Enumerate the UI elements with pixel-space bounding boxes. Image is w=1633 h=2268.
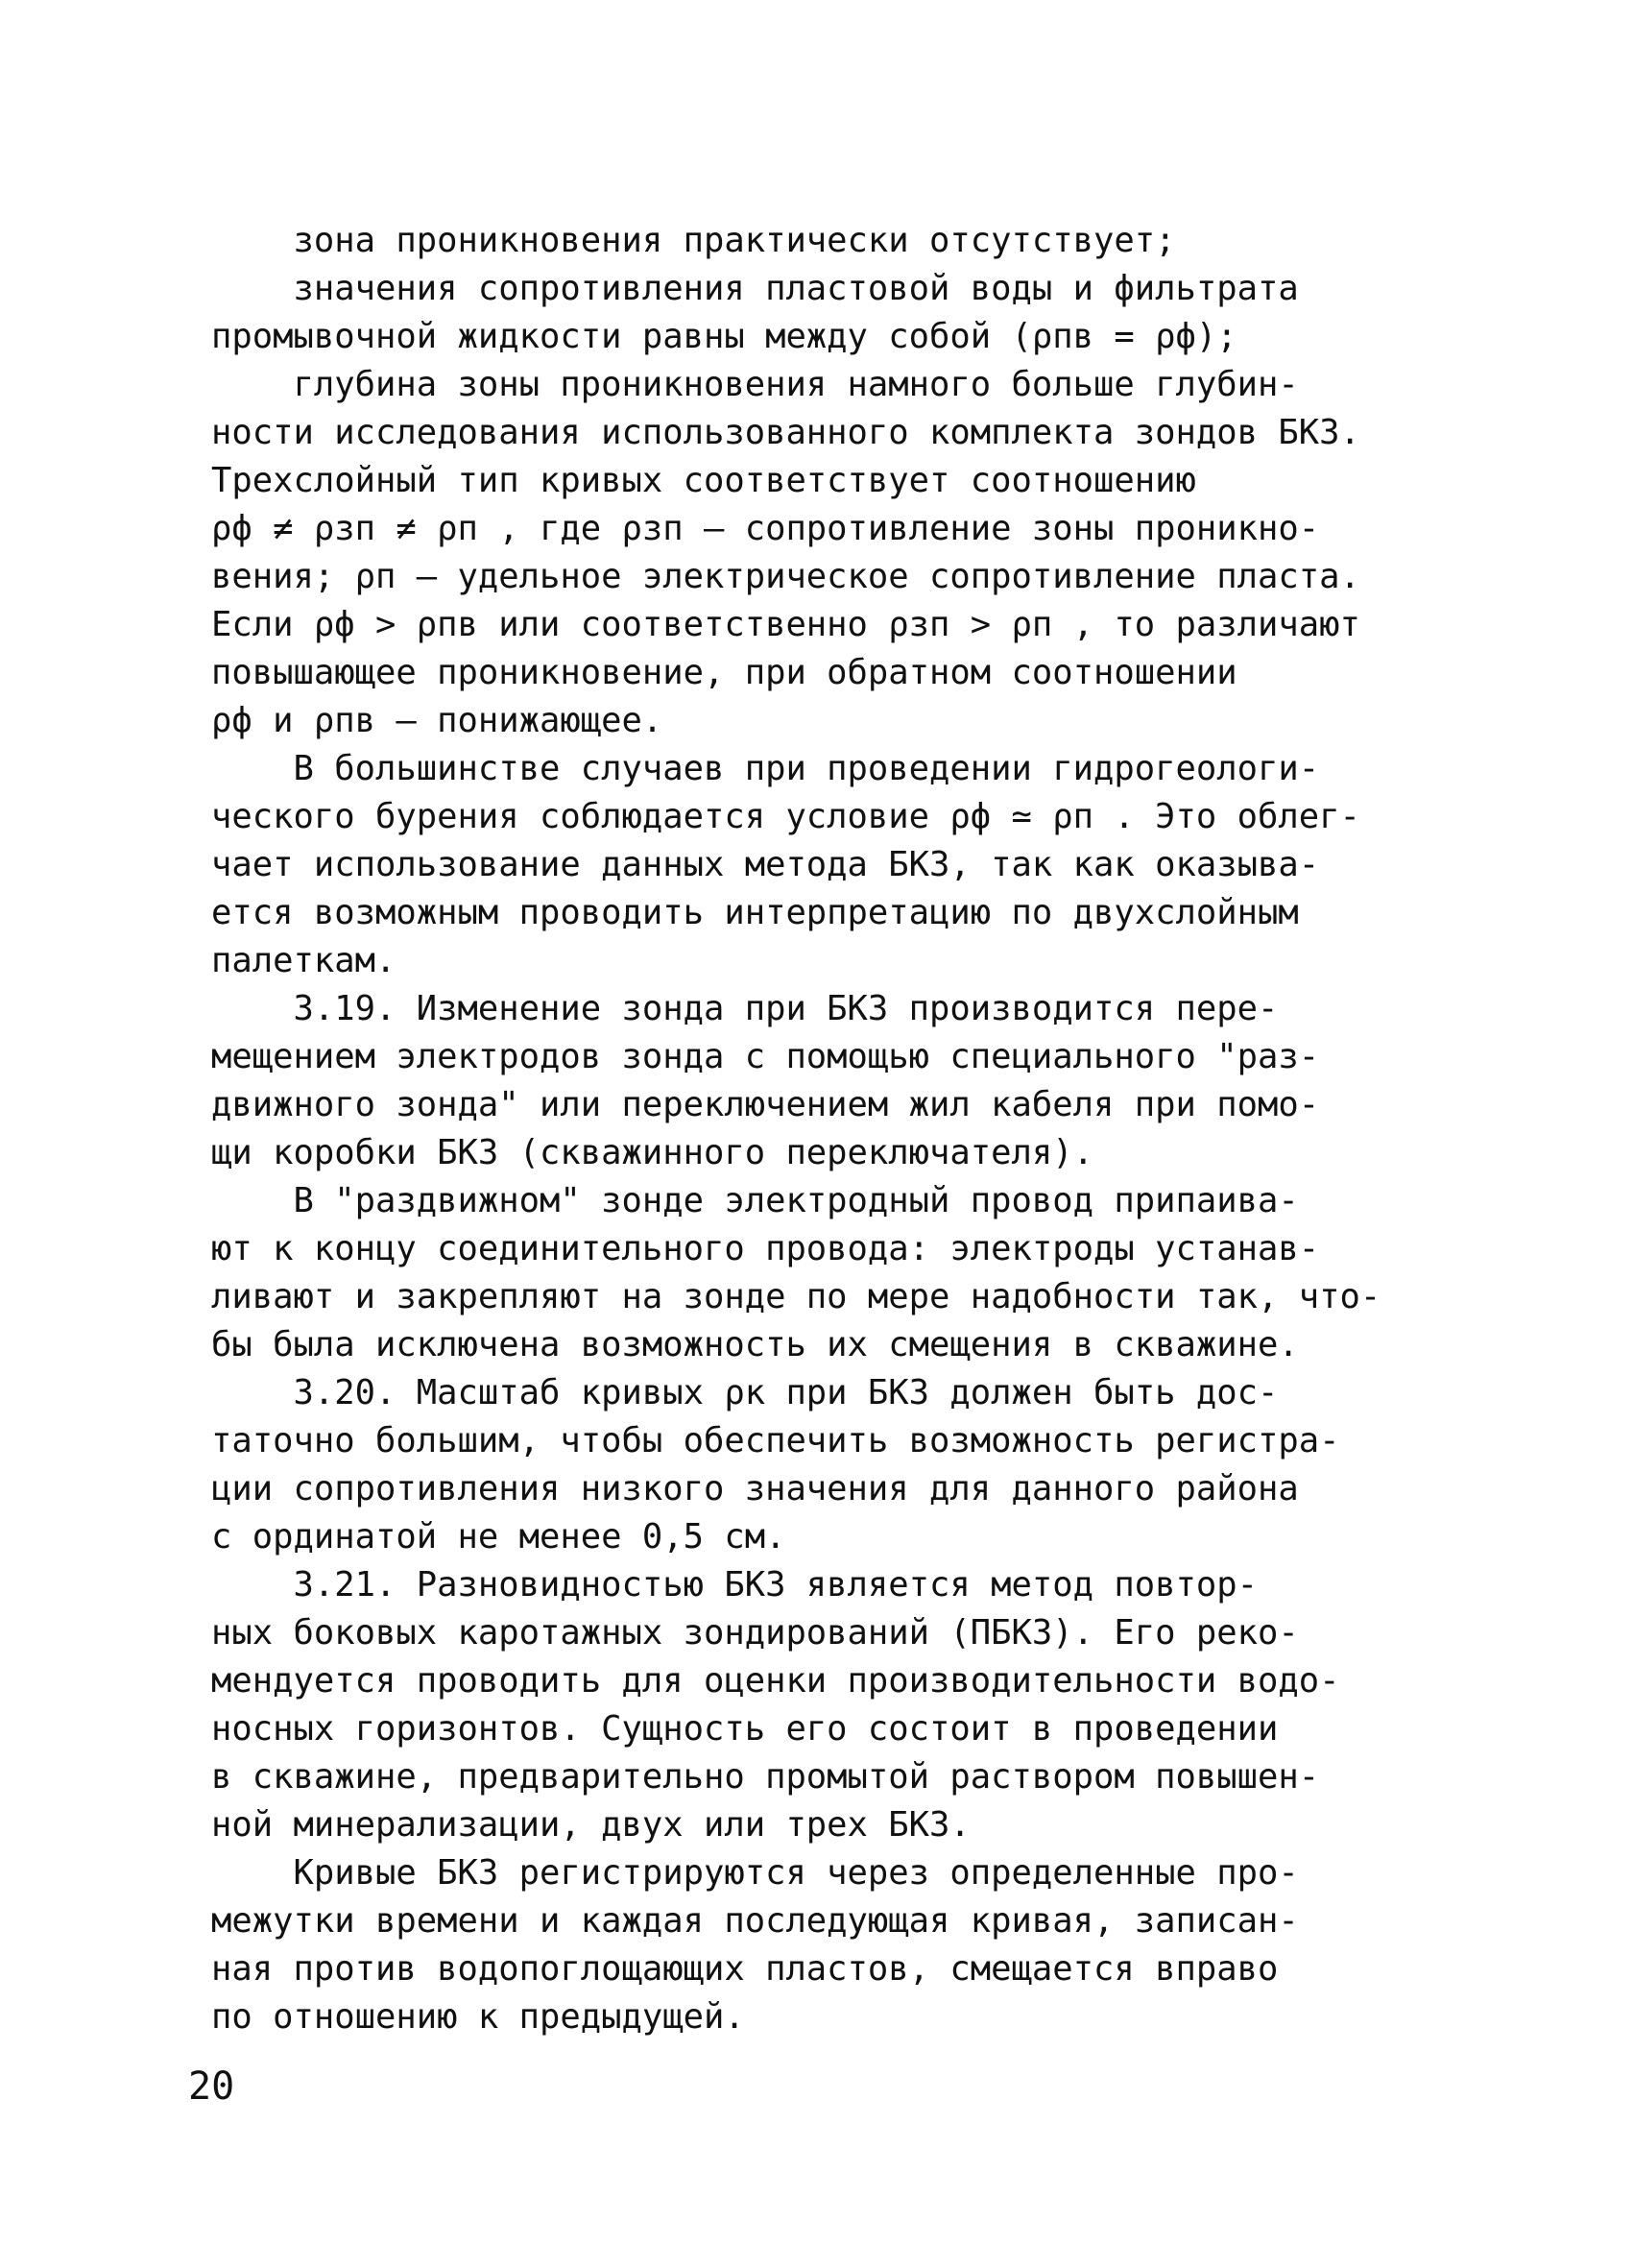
text-line: Трехслойный тип кривых соответствует соотношению — [211, 461, 1196, 500]
text-line: ции сопротивления низкого значения для данного района — [211, 1469, 1299, 1508]
text-line: В большинстве случаев при проведении гидрогеологи- — [211, 749, 1320, 788]
text-line: 3.21. Разновидностью БКЗ является метод повтор- — [211, 1565, 1259, 1604]
text-line: межутки времени и каждая последующая кривая, записан- — [211, 1901, 1299, 1941]
text-line: ливают и закрепляют на зонде по мере надобности так, что- — [211, 1277, 1381, 1316]
text-line: щи коробки БКЗ (скважинного переключателя). — [211, 1133, 1094, 1172]
text-line: ных боковых каротажных зондирований (ПБКЗ). Его реко- — [211, 1613, 1299, 1653]
text-line: с ординатой не менее 0,5 см. — [211, 1517, 786, 1556]
text-line: 3.19. Изменение зонда при БКЗ производится пере- — [211, 989, 1279, 1028]
text-line: ρф ≠ ρзп ≠ ρп , где ρзп – сопротивление зоны проникно- — [211, 509, 1320, 548]
text-line: бы была исключена возможность их смещения в скважине. — [211, 1325, 1299, 1364]
page-number: 20 — [188, 2064, 235, 2109]
text-line: 3.20. Масштаб кривых ρк при БКЗ должен быть дос- — [211, 1373, 1279, 1412]
text-line: ная против водопоглощающих пластов, смещается вправо — [211, 1949, 1279, 1989]
text-line: в скважине, предварительно промытой раствором повышен- — [211, 1757, 1320, 1797]
text-line: таточно большим, чтобы обеспечить возможность регистра- — [211, 1421, 1340, 1460]
page-body — [211, 217, 1459, 2041]
text-line: носных горизонтов. Сущность его состоит в проведении — [211, 1709, 1279, 1749]
text-line: ют к концу соединительного провода: электроды устанав- — [211, 1229, 1320, 1268]
text-line: В "раздвижном" зонде электродный провод припаива- — [211, 1181, 1299, 1220]
text-line: вения; ρп – удельное электрическое сопротивление пласта. — [211, 557, 1360, 596]
text-line: палеткам. — [211, 941, 396, 980]
text-line: промывочной жидкости равны между собой (ρпв = ρф); — [211, 317, 1237, 356]
text-line: Если ρф > ρпв или соответственно ρзп > ρп , то различают — [211, 605, 1360, 644]
text-line: ной минерализации, двух или трех БКЗ. — [211, 1805, 971, 1845]
text-line: зона проникновения практически отсутствует; — [211, 221, 1176, 260]
text-line: движного зонда" или переключением жил кабеля при помо- — [211, 1085, 1320, 1124]
text-line: повышающее проникновение, при обратном соотношении — [211, 653, 1237, 692]
text-line: значения сопротивления пластовой воды и фильтрата — [211, 269, 1299, 308]
text-line: по отношению к предыдущей. — [211, 1997, 745, 2037]
text-line: ческого бурения соблюдается условие ρф ≃ ρп . Это облег- — [211, 797, 1360, 836]
text-line: чает использование данных метода БКЗ, так как оказыва- — [211, 845, 1320, 884]
text-line: ности исследования использованного комплекта зондов БКЗ. — [211, 413, 1360, 452]
text-line: глубина зоны проникновения намного больше глубин- — [211, 365, 1299, 404]
text-line: мещением электродов зонда с помощью специального "раз- — [211, 1037, 1320, 1076]
text-line: ется возможным проводить интерпретацию по двухслойным — [211, 893, 1299, 932]
text-line: ρф и ρпв – понижающее. — [211, 701, 663, 740]
text-line: мендуется проводить для оценки производительности водо- — [211, 1661, 1340, 1701]
text-line: Кривые БКЗ регистрируются через определенные про- — [211, 1853, 1299, 1893]
